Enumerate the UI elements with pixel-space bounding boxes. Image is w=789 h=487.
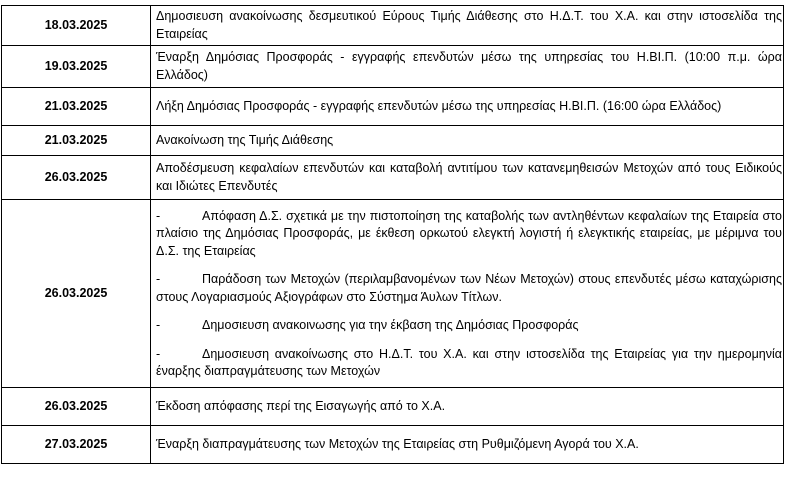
date-cell: 26.03.2025 [2,388,151,426]
table-row [2,200,784,388]
timetable [1,5,784,464]
bullet-text: Δημοσιευση ανακοινωσης για την έκβαση της Δημόσιας Προσφοράς [202,318,579,332]
list-item [156,208,782,261]
bullet-dash: - [156,346,161,361]
description-cell [151,200,784,388]
list-item [156,346,782,381]
bullet-dash: - [156,208,161,223]
table-row [2,46,784,88]
date-cell: 26.03.2025 [2,156,151,200]
description-cell: Έναρξη διαπραγμάτευσης των Μετοχών της Εταιρείας στη Ρυθμιζόμενη Αγορά του Χ.Α. [151,426,784,464]
list-item [156,271,782,306]
bullet-text: Δημοσιευση ανακοίνωσης στο Η.Δ.Τ. του Χ.Α. και στην ιστοσελίδα της Εταιρείας για την ημερομηνία έναρξης διαπραγμάτευσης των Μετοχών [156,346,782,378]
list-item [156,317,782,335]
bullet-dash: - [156,318,161,332]
table-row [2,156,784,200]
table-row [2,426,784,464]
date-cell: 18.03.2025 [2,6,151,46]
bullet-text: Παράδοση των Μετοχών (περιλαμβανομένων των Νέων Μετοχών) στους επενδυτές μέσω καταχώρισης στους Λογαριασμούς Αξιογράφων στο Σύστημα Άυλων Τίτλων. [156,272,782,304]
description-cell: Ανακοίνωση της Τιμής Διάθεσης [151,126,784,156]
date-cell: 21.03.2025 [2,126,151,156]
description-cell: Αποδέσμευση κεφαλαίων επενδυτών και καταβολή αντιτίμου των κατανεμηθεισών Μετοχών από τους Ειδικούς και Ιδιώτες Επενδυτές [151,156,784,200]
date-cell: 21.03.2025 [2,88,151,126]
bullet-dash: - [156,272,161,286]
description-cell: Έναρξη Δημόσιας Προσφοράς - εγγραφής επενδυτών μέσω της υπηρεσίας του Η.ΒΙ.Π. (10:00 π.μ. ώρα Ελλάδος) [151,46,784,88]
table-row [2,126,784,156]
bullet-text: Απόφαση Δ.Σ. σχετικά με την πιστοποίηση της καταβολής των αντληθέντων κεφαλαίων της Εταιρεία στο πλαίσιο της Δημόσιας Προσφοράς, με έκθεση ορκωτού ελεγκτή λογιστή ή ελεγκτικής εταιρείας, με μέριμνα του Δ.Σ. της Εταιρείας [156,208,782,258]
description-cell: Έκδοση απόφασης περί της Εισαγωγής από το Χ.Α. [151,388,784,426]
description-cell: Λήξη Δημόσιας Προσφοράς - εγγραφής επενδυτών μέσω της υπηρεσίας Η.ΒΙ.Π. (16:00 ώρα Ελλάδος) [151,88,784,126]
date-cell: 19.03.2025 [2,46,151,88]
date-cell: 26.03.2025 [2,200,151,388]
table-row [2,6,784,46]
table-row [2,388,784,426]
date-cell: 27.03.2025 [2,426,151,464]
table-row [2,88,784,126]
description-cell: Δημοσιευση ανακοίνωσης δεσμευτικού Εύρους Τιμής Διάθεσης στο Η.Δ.Τ. του Χ.Α. και στην ιστοσελίδα της Εταιρείας [151,6,784,46]
